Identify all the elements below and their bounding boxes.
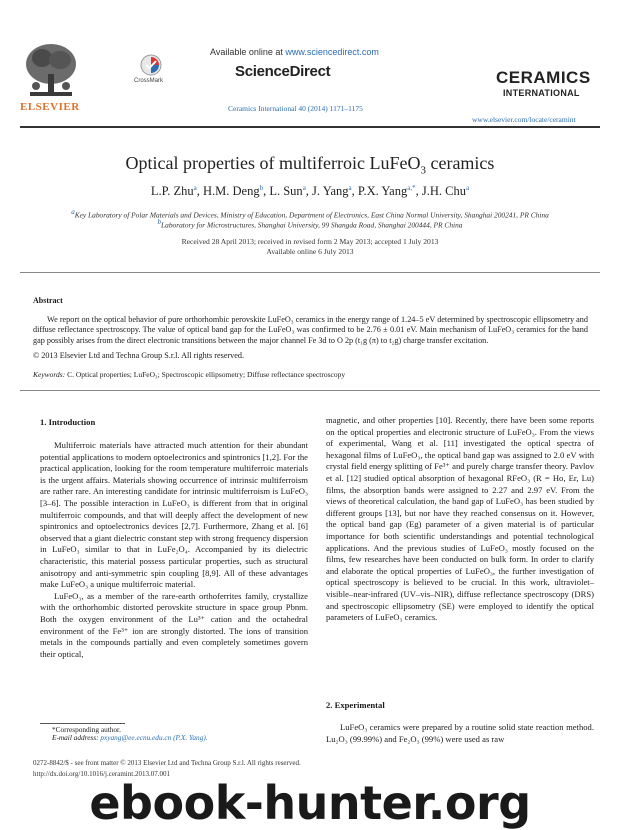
journal-url-link[interactable]: www.elsevier.com/locate/ceramint [472,115,576,124]
affiliation-a-text: Key Laboratory of Polar Materials and Devices, Ministry of Education, Department of Electronics, East China Normal University, Shanghai 200241, PR China [74,210,549,220]
received-dates: Received 28 April 2013; received in revised form 2 May 2013; accepted 1 July 2013 [181,237,439,246]
issn-line: 0272-8842/$ - see front matter © 2013 Elsevier Ltd and Techna Group S.r.l. All rights reserved. [33,759,301,767]
elsevier-tree-logo [22,40,80,102]
affiliation-b-marker: b [157,218,162,226]
author-name: H.M. Deng [203,184,260,199]
footnote-rule [40,723,125,724]
email-link[interactable]: pxyang@ee.ecnu.edu.cn (P.X. Yang). [100,733,208,742]
keywords-line [33,370,588,379]
corresponding-author-note: *Corresponding author. [52,725,121,734]
intro-paragraph-1: Multiferroic materials have attracted much attention for their abundant potential applications to modern optoelectronics and spintronics [1,2]. For the practical application, looking for the room temperature multiferroic materials is the urgent affairs. Materials showing occurrence of intrinsic multiferroism are rather rare. An interesting candidate for intrinsic multiferroism is LuFeO₃ [3–6]. The possible interaction in LuFeO₃ is different from that in original multiferroic compounds, and that will deeply affect the development of new spintronics and optoelectronics devices [2,7]. Furthermore, Zhang et al. [6] observed that a giant dielectric constant step with strong frequency dispersion in LuFeO₃ similar to that in LuFe₂O₄. Accompanied by its dielectric characteristic, this material possess particular properties, such as structural anisotropy and anti-symmetric spin coupling [8,9]. All of these advantages make LuFeO₃ a unique multiferroic material. [40,440,308,590]
author-name: J.H. Chu [421,184,466,199]
abstract-top-rule [20,272,600,273]
author-name: L. Sun [269,184,303,199]
journal-subtitle: INTERNATIONAL [503,88,580,98]
section-heading-experimental: 2. Experimental [326,700,385,710]
email-line [52,733,208,742]
available-online-text: Available online at [210,47,286,57]
journal-title: CERAMICS [496,68,591,87]
keywords-label: Keywords: [33,370,66,379]
journal-citation[interactable]: Ceramics International 40 (2014) 1171–1175 [228,104,363,113]
crossmark-icon[interactable] [140,54,162,76]
abstract-bottom-rule [20,390,600,391]
article-title-suffix: ceramics [425,153,495,173]
author-affiliation-marker[interactable]: a [193,184,197,192]
author-affiliation-marker[interactable]: a [465,184,470,192]
keywords-text: C. Optical properties; LuFeO₃; Spectroscopic ellipsometry; Diffuse reflectance spectroscopy [65,370,346,379]
left-column [40,440,308,660]
experimental-paragraph-1: LuFeO₃ ceramics were prepared by a routine solid state reaction method. Lu₂O₃ (99.99%) and Fe₂O₃ (99%) were used as raw [326,722,594,744]
experimental-body [326,722,594,745]
abstract-text: We report on the optical behavior of pure orthorhombic perovskite LuFeO₃ ceramics in the energy range of 1.24–5 eV determined by spectroscopic ellipsometry and diffuse reflectance spectroscopy. The value of optical band gap for the LuFeO₃ was confirmed to be 2.76 ± 0.01 eV. Main mechanism of LuFeO₃ ceramics for the band gap possibly arises from the direct electronic transitions between the major channel Fe 3d to O 2p (t₁g (π) to t₂g) charge transfer excitation. [33,315,588,345]
abstract-heading: Abstract [33,296,63,305]
intro-paragraph-3: magnetic, and other properties [10]. Recently, there have been some reports on the optical properties and electronic structure of LuFeO₃. From the views of experimental, Wang et al. [11] investigated the optical spectra of hexagonal films of LuFeO₃, the optical band gap was assigned to 2.0 eV with crystal field energy splitting of Fe³⁺ and purely charge transfer theory. Pavlov et al. [12] studied optical absorption of hexagonal RFeO₃ (R = Ho, Er, Lu) films, the absorption bands were assigned to 2.27 and 2.97 eV. From the views of theoretical calculation, the band gap of LuFeO₃ has been studied by different groups [13], but nor have they reached consensus on it. However, the optical band gap (Eg) parameter of a given material is of particular importance for both scientific understandings and potential technological applications. And the previous studies of LuFeO₃ mostly focused on the films, few researches have been conducted on bulk form. In order to clarify and elaborate the optical properties of LuFeO₃, the further investigation of optical spectroscopy is believed to be crucial. In this work, ultraviolet–visible–near-infrared (UV–vis–NIR), diffuse reflectance spectroscopy (DRS) and spectroscopic ellipsometry (SE) were employed to identify the optical parameters of LuFeO₃ ceramics. [326,415,594,623]
sciencedirect-link[interactable]: www.sciencedirect.com [285,47,379,57]
publisher-name: ELSEVIER [20,101,80,113]
copyright-line: © 2013 Elsevier Ltd and Techna Group S.r.l. All rights reserved. [33,351,245,360]
right-column [326,415,594,624]
author-name: P.X. Yang [357,184,408,199]
article-title [0,153,620,177]
crossmark-label: CrossMark [134,78,164,84]
author-affiliation-marker[interactable]: a [348,184,352,192]
author-name: J. Yang [312,184,349,199]
article-title-subscript: 3 [420,164,426,177]
article-title-text: Optical properties of multiferroic LuFeO [125,153,421,173]
intro-paragraph-2: LuFeO₃, as a member of the rare-earth orthoferrites family, crystallize with the orthorhombic distorted perovskite structure in space group Pbnm. Both the oxygen environment of the Lu³⁺ cation and the octahedral environment of the Fe³⁺ ion are strongly distorted. The ions of transition metals in the compounds partially and even completely sometimes govern their optical, [40,590,308,659]
author-list: L.P. Zhu$^a$, H.M. Deng$^b$, L. Sun$^a$, J. Yang$^a$, P.X. Yang$^{a,*}$, J.H. Chu$^a$ [150,184,470,199]
available-date: Available online 6 July 2013 [266,247,354,256]
affiliation-a-marker: a [71,208,75,216]
header-rule [20,126,600,128]
watermark-text: ebook-hunter.org [89,776,531,830]
doi-link[interactable]: http://dx.doi.org/10.1016/j.ceramint.2013.07.001 [33,770,170,778]
author-name: L.P. Zhu [150,184,194,199]
author-affiliation-marker[interactable]: a,* [407,184,416,192]
author-affiliation-marker[interactable]: b [259,184,264,192]
author-affiliation-marker[interactable]: a [302,184,306,192]
sciencedirect-logo-text: ScienceDirect [235,63,331,80]
section-heading-introduction: 1. Introduction [40,417,96,427]
affiliation-b-text: Laboratory for Microstructures, Shanghai University, 99 Shangda Road, Shanghai 200444, PR China [161,220,463,230]
affiliation-b [0,218,620,229]
available-online-line [210,47,379,57]
email-label: E-mail address: [52,733,101,742]
